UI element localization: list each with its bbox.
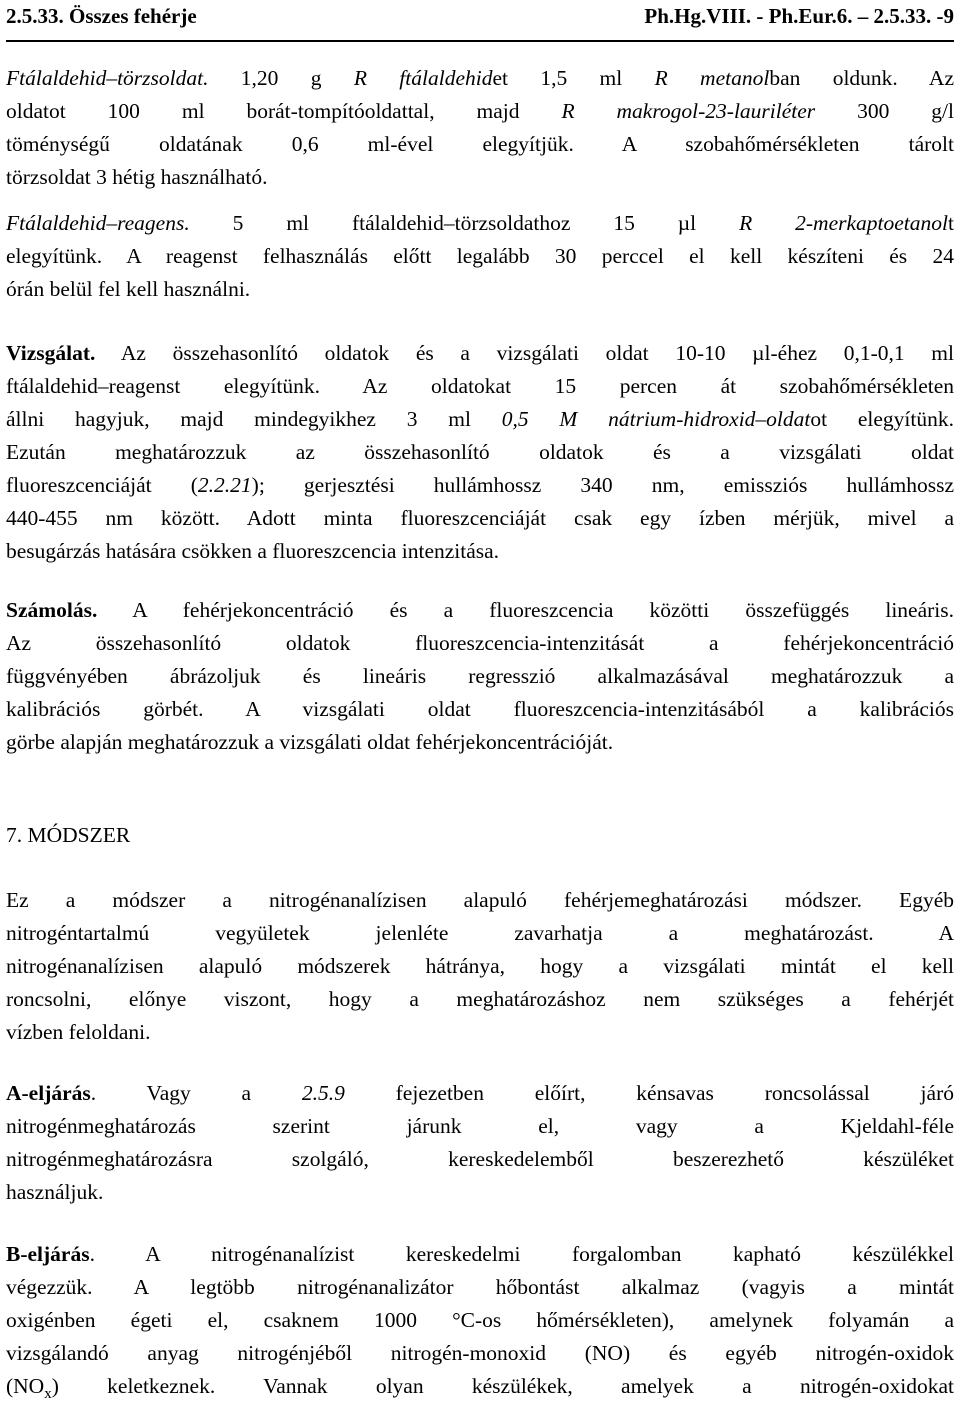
- paragraph-reagent: [6, 207, 954, 306]
- text-line: Vizsgálat. Az összehasonlító oldatok és a vizsgálati oldat 10-10 µl-éhez 0,1-0,1 ml: [6, 341, 954, 365]
- paragraph-procedure-a: [6, 1077, 954, 1209]
- paragraph-method-intro: [6, 884, 954, 1049]
- text-line: vizsgálandó anyag nitrogénjéből nitrogén-monoxid (NO) és egyéb nitrogén-oxidok: [6, 1341, 954, 1365]
- text-line: görbe alapján meghatározzuk a vizsgálati oldat fehérjekoncentrációját.: [6, 730, 614, 754]
- paragraph-procedure-b: [6, 1238, 954, 1411]
- text-line: törzsoldat 3 hétig használható.: [6, 165, 268, 189]
- text-line: Ezután meghatározzuk az összehasonlító oldatok és a vizsgálati oldat: [6, 440, 954, 464]
- text-line: kalibrációs görbét. A vizsgálati oldat fluoreszcencia-intenzitásából a kalibrációs: [6, 697, 954, 721]
- text-line: elegyítünk. A reagenst felhasználás előtt legalább 30 perccel el kell készíteni és 24: [6, 244, 954, 268]
- document-page: [6, 0, 955, 1402]
- text-line: függvényében ábrázoljuk és lineáris regresszió alkalmazásával meghatározzuk a: [6, 664, 954, 688]
- paragraph-calculation: [6, 594, 954, 759]
- text-line: Számolás. A fehérjekoncentráció és a fluoreszcencia közötti összefüggés lineáris.: [6, 598, 954, 622]
- text-line: Ftálaldehid–törzsoldat. 1,20 g R ftálaldehidet 1,5 ml R metanolban oldunk. Az: [6, 66, 955, 90]
- text-line: 440-455 nm között. Adott minta fluoreszcenciáját csak egy ízben mérjük, mivel a: [6, 506, 954, 530]
- text-line: ftálaldehid–reagenst elegyítünk. Az oldatokat 15 percen át szobahőmérsékleten: [6, 374, 954, 398]
- text-line: roncsolni, előnye viszont, hogy a meghatározáshoz nem szükséges a fehérjét: [6, 987, 954, 1011]
- chapter-title: 2.5.33. Összes fehérje: [6, 4, 197, 28]
- text-line: végezzük. A legtöbb nitrogénanalizátor hőbontást alkalmaz (vagyis a mintát: [6, 1275, 954, 1299]
- page-header: [6, 0, 954, 42]
- text-line: oxigénben égeti el, csaknem 1000 °C-os hőmérsékleten), amelynek folyamán a: [6, 1308, 954, 1332]
- section-heading: 7. MÓDSZER: [6, 823, 131, 847]
- text-line: használjuk.: [6, 1180, 104, 1204]
- text-line: nitrogénmeghatározásra szolgáló, kereskedelemből beszerezhető készüléket: [6, 1147, 954, 1171]
- text-line: vízben feloldani.: [6, 1020, 151, 1044]
- text-line: A-eljárás. Vagy a 2.5.9 fejezetben előírt, kénsavas roncsolással járó: [6, 1081, 954, 1105]
- text-line: állni hagyjuk, majd mindegyikhez 3 ml 0,5 M nátrium-hidroxid–oldatot elegyítünk.: [6, 407, 955, 431]
- text-line: Ez a módszer a nitrogénanalízisen alapuló fehérjemeghatározási módszer. Egyéb: [6, 888, 954, 912]
- text-line: fluoreszcenciáját (2.2.21); gerjesztési hullámhossz 340 nm, emissziós hullámhossz: [6, 473, 954, 497]
- text-line: nitrogéntartalmú vegyületek jelenléte zavarhatja a meghatározást. A: [6, 921, 954, 945]
- text-line: oldatot 100 ml borát-tompítóoldattal, majd R makrogol-23-lauriléter 300 g/l: [6, 99, 955, 123]
- text-line: nitrogénanalízisen alapuló módszerek hátránya, hogy a vizsgálati mintát el kell: [6, 954, 954, 978]
- text-line: B-eljárás. A nitrogénanalízist kereskedelmi forgalomban kapható készülékkel: [6, 1242, 954, 1266]
- paragraph-stock-solution: [6, 62, 954, 194]
- text-line: Ftálaldehid–reagens. 5 ml ftálaldehid–törzsoldathoz 15 µl R 2-merkaptoetanolt: [6, 211, 954, 235]
- text-line: $(NO_x)$ keletkeznek. Vannak olyan készülékek, amelyek a nitrogén-oxidokat: [6, 1374, 954, 1402]
- text-line: Az összehasonlító oldatok fluoreszcencia-intenzitását a fehérjekoncentráció: [6, 631, 954, 655]
- pharmacopoeia-reference: Ph.Hg.VIII. - Ph.Eur.6. – 2.5.33. -9: [644, 4, 954, 28]
- text-line: besugárzás hatására csökken a fluoreszcencia intenzitása.: [6, 539, 500, 563]
- text-line: töménységű oldatának 0,6 ml-ével elegyítjük. A szobahőmérsékleten tárolt: [6, 132, 954, 156]
- text-line: nitrogénmeghatározás szerint járunk el, vagy a Kjeldahl-féle: [6, 1114, 954, 1138]
- text-line: órán belül fel kell használni.: [6, 277, 251, 301]
- paragraph-test: [6, 337, 954, 568]
